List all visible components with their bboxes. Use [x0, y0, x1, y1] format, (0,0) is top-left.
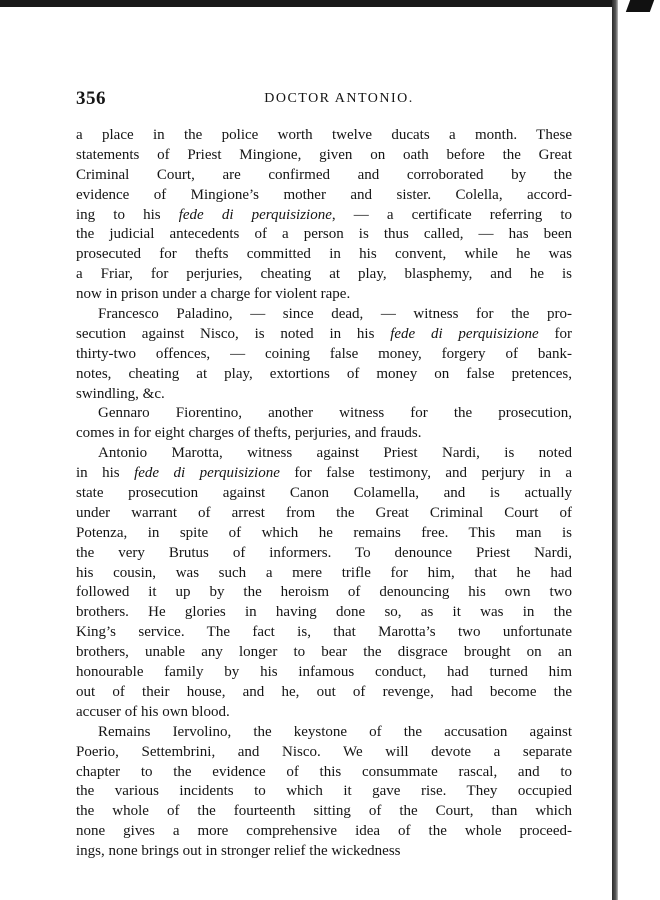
- text-line: none gives a more comprehensive idea of the whole proceed-: [76, 823, 572, 840]
- text-line: a place in the police worth twelve ducats a month. These: [76, 127, 572, 143]
- text-line: the whole of the fourteenth sitting of the Court, than which: [76, 803, 572, 820]
- text-line: ing to his fede di perquisizione, — a certificate referring to: [76, 206, 572, 223]
- text-line: out of their house, and he, out of revenge, had become the: [76, 683, 572, 700]
- text-line: in his fede di perquisizione for false testimony, and perjury in a: [76, 465, 572, 482]
- corner-mark: [618, 0, 660, 26]
- italic-phrase: fede di perquisizione: [390, 325, 539, 342]
- text-line: the various incidents to which it gave rise. They occupied: [76, 783, 572, 800]
- text-line: now in prison under a charge for violent rape.: [76, 286, 351, 303]
- top-edge-rule: [0, 0, 618, 7]
- text-line: prosecuted for thefts committed in his convent, while he was: [76, 246, 572, 263]
- running-title: DOCTOR ANTONIO.: [264, 91, 414, 106]
- body-text: [76, 126, 572, 862]
- text-line: brothers, unable any longer to bear the disgrace brought on an: [76, 644, 572, 661]
- text-line: followed it up by the heroism of denouncing his own two: [76, 584, 572, 601]
- text-line: thirty-two offences, — coining false money, forgery of bank-: [76, 345, 572, 362]
- paragraph: [76, 404, 572, 444]
- text-line: honourable family by his infamous conduct, had turned him: [76, 664, 572, 681]
- text-line: ings, none brings out in stronger relief the wickedness: [76, 843, 401, 860]
- paragraph: [76, 444, 572, 722]
- italic-phrase: fede di perquisizione: [178, 206, 332, 223]
- paragraph: [76, 723, 572, 862]
- text-line: evidence of Mingione’s mother and sister. Colella, accord-: [76, 186, 572, 203]
- text-line: swindling, &c.: [76, 385, 165, 402]
- text-line: state prosecution against Canon Colamella, and is actually: [76, 485, 572, 502]
- text-line: King’s service. The fact is, that Marotta’s two unfortunate: [76, 624, 572, 641]
- text-line: statements of Priest Mingione, given on oath before the Great: [76, 146, 572, 163]
- text-line: Potenza, in spite of which he remains free. This man is: [76, 524, 572, 541]
- text-line: Poerio, Settembrini, and Nisco. We will devote a separate: [76, 743, 572, 760]
- text-line: under warrant of arrest from the Great Criminal Court of: [76, 504, 572, 521]
- page-number: 356: [76, 88, 106, 109]
- page-header: [76, 88, 572, 114]
- text-line: the very Brutus of informers. To denounce Priest Nardi,: [76, 544, 572, 561]
- italic-phrase: fede di perquisizione: [134, 465, 280, 482]
- paragraph: [76, 305, 572, 404]
- text-line: Gennaro Fiorentino, another witness for the prosecution,: [98, 405, 572, 422]
- paragraph: [76, 126, 572, 305]
- text-line: chapter to the evidence of this consummate rascal, and to: [76, 763, 572, 780]
- text-line: his cousin, was such a mere trifle for him, that he had: [76, 564, 572, 581]
- text-line: accuser of his own blood.: [76, 703, 230, 720]
- text-line: Antonio Marotta, witness against Priest Nardi, is noted: [98, 445, 572, 462]
- text-line: Criminal Court, are confirmed and corroborated by the: [76, 166, 572, 183]
- text-line: the judicial antecedents of a person is thus called, — has been: [76, 226, 572, 243]
- text-line: a Friar, for perjuries, cheating at play, blasphemy, and he is: [76, 266, 572, 283]
- page-edge-shadow: [612, 0, 618, 900]
- text-line: secution against Nisco, is noted in his fede di perquisizione for: [76, 325, 572, 342]
- text-line: Francesco Paladino, — since dead, — witness for the pro-: [98, 306, 572, 323]
- text-line: Remains Iervolino, the keystone of the accusation against: [98, 723, 572, 740]
- text-line: brothers. He glories in having done so, as it was in the: [76, 604, 572, 621]
- text-line: notes, cheating at play, extortions of money on false pretences,: [76, 365, 572, 382]
- text-line: comes in for eight charges of thefts, perjuries, and frauds.: [76, 425, 422, 442]
